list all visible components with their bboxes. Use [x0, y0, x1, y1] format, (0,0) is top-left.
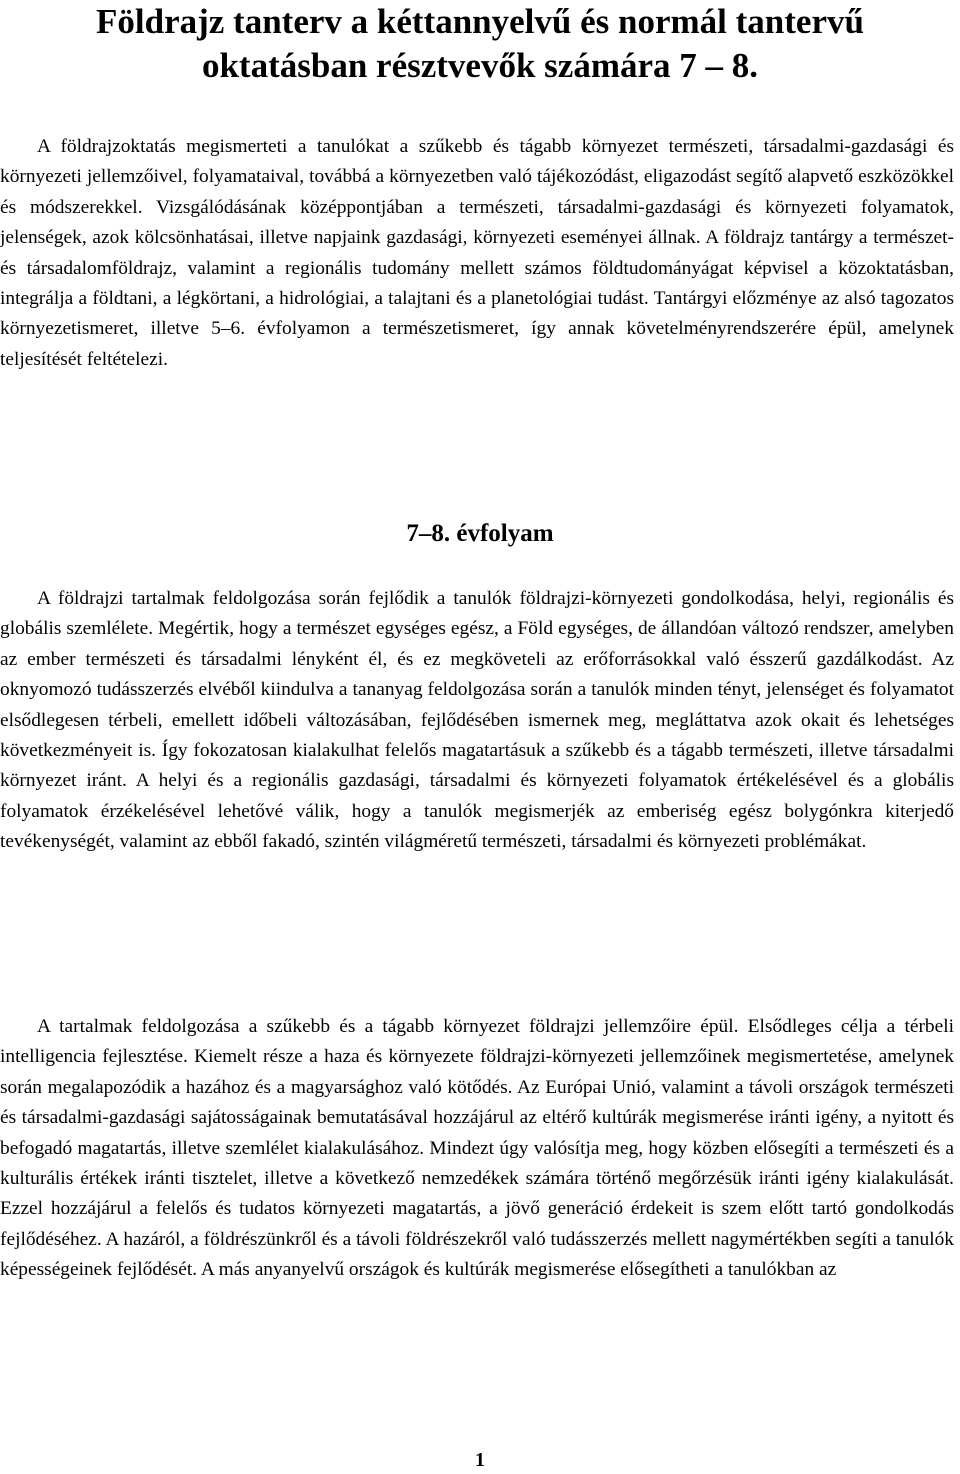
section-heading: 7–8. évfolyam: [406, 520, 554, 547]
document-title: [0, 0, 960, 88]
section-paragraph-1: A földrajzi tartalmak feldolgozása során fejlődik a tanulók földrajzi-környezeti gondolkodása, helyi, regionális és globális szemlélete. Megértik, hogy a természet egységes egész, a Föld egységes, de állandóan változó rendszer, amelyben az ember természeti és társadalmi lényként él, és ez megköveteli az erőforrásokkal való ésszerű gazdálkodást. Az oknyomozó tudásszerzés elvéből kiindulva a tananyag feldolgozása során a tanulók minden tényt, jelenséget és folyamatot elsődlegesen térbeli, emellett időbeli változásában, fejlődésében ismernek meg, megláttatva azok okait és lehetséges következményeit is. Így fokozatosan kialakulhat felelős magatartásuk a szűkebb és a tágabb természeti, illetve társadalmi környezet iránt. A helyi és a regionális gazdasági, társadalmi és környezeti folyamatok értékelésével és a globális folyamatok érzékelésével lehetővé válik, hogy a tanulók megismerjék az emberiség egész bolygónkra kiterjedő tevékenységét, valamint az ebből fakadó, szintén világméretű természeti, társadalmi és környezeti problémákat.: [0, 588, 954, 853]
title-line-2: oktatásban résztvevők számára 7 – 8.: [201, 46, 759, 85]
intro-paragraph: A földrajzoktatás megismerteti a tanulókat a szűkebb és tágabb környezet természeti, társadalmi-gazdasági és környezeti jellemzőivel, folyamataival, továbbá a környezetben való tájékozódást, eligazodást segítő alapvető eszközökkel és módszerekkel. Vizsgálódásának középpontjában a természeti, társadalmi-gazdasági és környezeti folyamatok, jelenségek, azok kölcsönhatásai, illetve napjaink gazdasági, környezeti eseményei állnak. A földrajz tantárgy a természet- és társadalomföldrajz, valamint a regionális tudomány mellett számos földtudományágat képvisel a közoktatásban, integrálja a földtani, a légkörtani, a hidrológiai, a talajtani és a planetológiai tudást. Tantárgyi előzménye az alsó tagozatos környezetismeret, illetve 5–6. évfolyamon a természetismeret, így annak követelményrendszerére épül, amelynek teljesítését feltételezi.: [0, 136, 954, 370]
page-number: 1: [475, 1449, 485, 1471]
title-line-1: Földrajz tanterv a kéttannyelvű és normál tantervű: [96, 2, 864, 41]
section-paragraph-2: A tartalmak feldolgozása a szűkebb és a tágabb környezet földrajzi jellemzőire épül. Elsődleges célja a térbeli intelligencia fejlesztése. Kiemelt része a haza és környezete földrajzi-környezeti jellemzőinek megismertetése, amelynek során megalapozódik a hazához és a magyarsághoz való kötődés. Az Európai Unió, valamint a távoli országok természeti és társadalmi-gazdasági sajátosságainak bemutatásával hozzájárul az eltérő kultúrák megismerése iránti igény, a nyitott és befogadó magatartás, illetve szemlélet kialakulásához. Mindezt úgy valósítja meg, hogy közben elősegíti a természeti és a kulturális értékek iránti tisztelet, illetve a következő nemzedékek számára történő megőrzésük iránti igény kialakulását. Ezzel hozzájárul a felelős és tudatos környezeti magatartás, a jövő generáció érdekeit is szem előtt tartó gondolkodás fejlődéséhez. A hazáról, a földrészünkről és a távoli földrészekről való tudásszerzés mellett nagymértékben segíti a tanulók képességeinek fejlődését. A más anyanyelvű országok és kultúrák megismerése elősegítheti a tanulókban az: [0, 1016, 954, 1281]
